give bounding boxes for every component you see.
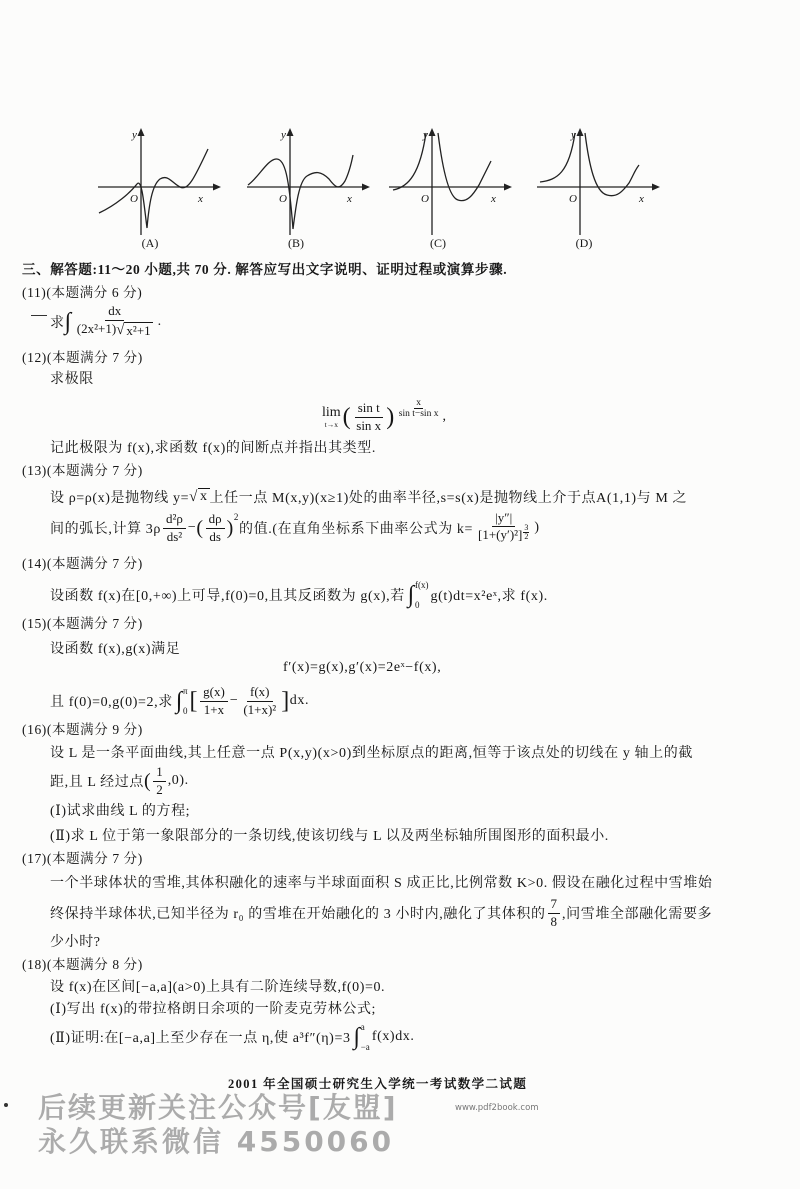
integral-limits bbox=[415, 580, 429, 610]
y-axis-arrow bbox=[287, 128, 294, 136]
x-axis-arrow bbox=[213, 184, 221, 191]
radicand: x²+1 bbox=[126, 323, 151, 339]
integral-sign: ∫ bbox=[64, 309, 72, 335]
exponent-numerator: 3 bbox=[524, 523, 529, 533]
numerator: g(x) bbox=[200, 685, 228, 702]
x-axis-arrow bbox=[504, 184, 512, 191]
denominator: (1+x)² bbox=[243, 701, 277, 717]
text: dx. bbox=[289, 693, 310, 708]
watermark-url: www.pdf2book.com bbox=[455, 1103, 539, 1113]
lim-text: lim bbox=[322, 405, 341, 420]
origin-label: O bbox=[130, 193, 138, 205]
left-paren: ( bbox=[143, 770, 152, 792]
numerator: 1 bbox=[153, 765, 166, 782]
x-axis-label: x bbox=[491, 193, 496, 205]
origin-label: O bbox=[569, 193, 577, 205]
numerator: dρ bbox=[206, 512, 225, 529]
scan-dot bbox=[4, 1103, 8, 1107]
numerator: d²ρ bbox=[163, 512, 186, 529]
problem-17-line2 bbox=[50, 896, 712, 930]
problem-18-part2 bbox=[50, 1021, 415, 1053]
numerator: |y″| bbox=[492, 511, 515, 528]
problem-11-formula bbox=[50, 305, 162, 339]
denominator-factor: (2x²+1) bbox=[76, 321, 117, 337]
radical-sign: √ bbox=[116, 322, 125, 339]
radicand: x bbox=[199, 489, 208, 505]
exponent-denominator: sin t−sin x bbox=[398, 409, 439, 420]
left-bracket: [ bbox=[189, 688, 199, 714]
integral-sign: ∫ bbox=[353, 1024, 361, 1050]
exponent-fraction bbox=[523, 524, 529, 541]
fraction-second-derivative bbox=[163, 512, 186, 545]
curve bbox=[248, 155, 353, 229]
problem-17-line1: 一个半球体状的雪堆,其体积融化的速率与半球面面积 S 成正比,比例常数 K>0. 假设在融化过程中雪堆始 bbox=[50, 876, 713, 891]
problem-18-part1: (Ⅰ)写出 f(x)的带拉格朗日余项的一阶麦克劳林公式; bbox=[50, 1002, 377, 1017]
text: ,0). bbox=[167, 773, 189, 788]
x-axis-label: x bbox=[639, 193, 644, 205]
problem-18-heading: (18)(本题满分 8 分) bbox=[22, 957, 143, 972]
text: (Ⅱ)证明:在[−a,a]上至少存在一点 η,使 a³f″(η)=3 bbox=[50, 1031, 351, 1046]
problem-16-line2 bbox=[50, 765, 189, 797]
graph-label: (A) bbox=[141, 236, 159, 250]
watermark-line1: 后续更新关注公众号[友盟] bbox=[38, 1091, 398, 1124]
problem-13-line2 bbox=[50, 510, 540, 546]
problem-16-part2: (Ⅱ)求 L 位于第一象限部分的一条切线,使该切线与 L 以及两坐标轴所围图形的面积最小. bbox=[50, 829, 609, 844]
graph-label: (B) bbox=[288, 236, 304, 250]
y-axis-label: y bbox=[571, 129, 576, 141]
curve bbox=[393, 133, 491, 201]
fraction-f bbox=[240, 685, 279, 718]
numerator: sin t bbox=[355, 401, 383, 418]
text: 终保持半球体状,已知半径为 r₀ 的雪堆在开始融化的 3 小时内,融化了其体积的 bbox=[50, 907, 546, 922]
denominator: ds² bbox=[166, 528, 183, 544]
problem-12-heading: (12)(本题满分 7 分) bbox=[22, 350, 143, 365]
y-axis-label: y bbox=[281, 129, 286, 141]
page-footer: 2001 年全国硕士研究生入学统一考试数学二试题 bbox=[228, 1077, 528, 1091]
fraction-first-derivative bbox=[206, 512, 225, 545]
left-paren: ( bbox=[342, 404, 352, 430]
y-axis-arrow bbox=[577, 128, 584, 136]
right-bracket: ] bbox=[281, 688, 290, 714]
suffix: , bbox=[442, 409, 447, 424]
origin-label: O bbox=[421, 193, 429, 205]
denominator: 8 bbox=[550, 913, 558, 929]
y-axis-arrow bbox=[138, 128, 145, 136]
denominator: 1+x bbox=[203, 701, 225, 717]
origin-label: O bbox=[279, 193, 287, 205]
integral-limits bbox=[183, 686, 188, 716]
problem-13-line1 bbox=[50, 488, 687, 506]
suffix: . bbox=[157, 314, 162, 329]
x-axis-arrow bbox=[652, 184, 660, 191]
exponent-numerator: x bbox=[416, 398, 421, 408]
text: 的值.(在直角坐标系下曲率公式为 k= bbox=[239, 522, 473, 537]
problem-12-line3: 记此极限为 f(x),求函数 f(x)的间断点并指出其类型. bbox=[50, 441, 376, 456]
fraction-half bbox=[153, 765, 166, 798]
lim-subscript: t→x bbox=[324, 420, 338, 429]
problem-13-heading: (13)(本题满分 7 分) bbox=[22, 463, 143, 478]
text: 上任一点 M(x,y)(x≥1)处的曲率半径,s=s(x)是抛物线上介于点A(1,1)与 M 之 bbox=[209, 491, 688, 506]
right-paren: ) bbox=[226, 517, 234, 539]
denominator-base: [1+(y′)²] bbox=[478, 527, 523, 543]
upper-limit: a bbox=[360, 1022, 365, 1032]
fraction bbox=[353, 401, 384, 434]
integral-sign: ∫ bbox=[407, 582, 415, 608]
curve bbox=[99, 149, 208, 228]
graph-c bbox=[387, 125, 517, 253]
numerator: dx bbox=[105, 304, 124, 321]
scan-mark bbox=[31, 315, 47, 316]
problem-18-line1: 设 f(x)在区间[−a,a](a>0)上具有二阶连续导数,f(0)=0. bbox=[50, 980, 386, 995]
lower-limit: −a bbox=[360, 1042, 370, 1052]
text: 且 f(0)=0,g(0)=2,求 bbox=[50, 695, 173, 710]
text: ,问雪堆全部融化需要多 bbox=[562, 907, 713, 922]
problem-15-heading: (15)(本题满分 7 分) bbox=[22, 616, 143, 631]
graph-a bbox=[96, 125, 226, 253]
denominator: 2 bbox=[156, 781, 163, 797]
definite-integral bbox=[354, 1022, 370, 1052]
denominator: ds bbox=[209, 528, 221, 544]
minus: − bbox=[229, 693, 239, 708]
problem-14-heading: (14)(本题满分 7 分) bbox=[22, 556, 143, 571]
denominator bbox=[475, 523, 532, 545]
text: 间的弧长,计算 3ρ bbox=[50, 522, 161, 537]
left-paren: ( bbox=[196, 517, 204, 539]
text: 距,且 L 经过点 bbox=[50, 775, 144, 790]
lower-limit: 0 bbox=[183, 706, 188, 716]
definite-integral bbox=[176, 686, 188, 716]
problem-17-line3: 少小时? bbox=[50, 935, 101, 950]
y-axis-label: y bbox=[132, 129, 137, 141]
text: 设函数 f(x)在[0,+∞)上可导,f(0)=0,且其反函数为 g(x),若 bbox=[50, 589, 405, 604]
text: g(t)dt=x²eˣ,求 f(x). bbox=[430, 589, 548, 604]
watermark-line2: 永久联系微信 4550060 bbox=[38, 1125, 395, 1158]
graph-b bbox=[245, 125, 375, 253]
text: f(x)dx. bbox=[371, 1029, 415, 1044]
curve bbox=[540, 133, 639, 196]
problem-17-heading: (17)(本题满分 7 分) bbox=[22, 851, 143, 866]
problem-15-equation: f′(x)=g(x),g′(x)=2eˣ−f(x), bbox=[283, 660, 442, 675]
definite-integral bbox=[408, 580, 429, 610]
exponent-fraction bbox=[397, 398, 441, 420]
x-axis-label: x bbox=[198, 193, 203, 205]
fraction-g bbox=[200, 685, 228, 718]
problem-16-line1: 设 L 是一条平面曲线,其上任意一点 P(x,y)(x>0)到坐标原点的距离,恒等于该点处的切线在 y 轴上的截 bbox=[50, 746, 693, 761]
limit-operator bbox=[322, 405, 341, 429]
right-paren: ) bbox=[386, 404, 395, 430]
lower-limit: 0 bbox=[414, 600, 420, 610]
text: 设 ρ=ρ(x)是抛物线 y= bbox=[50, 491, 190, 506]
denominator bbox=[74, 321, 156, 339]
graph-d bbox=[535, 125, 665, 253]
upper-limit: f(x) bbox=[414, 580, 429, 590]
fraction bbox=[74, 304, 156, 339]
graph-label: (D) bbox=[575, 236, 593, 250]
curvature-fraction bbox=[475, 511, 532, 546]
problem-12-line1: 求极限 bbox=[50, 372, 94, 387]
fraction-seven-eighths bbox=[548, 897, 561, 930]
minus: − bbox=[187, 520, 197, 535]
limit-formula bbox=[322, 397, 447, 437]
y-axis-arrow bbox=[429, 128, 436, 136]
integral-sign: ∫ bbox=[175, 688, 183, 714]
radical-sign: √ bbox=[189, 488, 198, 505]
problem-14-line bbox=[50, 579, 548, 611]
problem-16-heading: (16)(本题满分 9 分) bbox=[22, 722, 143, 737]
numerator: f(x) bbox=[247, 685, 273, 702]
section-header: 三、解答题:11～20 小题,共 70 分. 解答应写出文字说明、证明过程或演算步骤. bbox=[22, 262, 508, 277]
y-axis-label: y bbox=[423, 129, 428, 141]
prefix: 求 bbox=[50, 316, 65, 331]
problem-16-part1: (Ⅰ)试求曲线 L 的方程; bbox=[50, 804, 191, 819]
graph-label: (C) bbox=[430, 236, 446, 250]
exponent-denominator: 2 bbox=[524, 532, 529, 542]
problem-15-line3 bbox=[50, 685, 309, 717]
numerator: 7 bbox=[548, 897, 561, 914]
integral-limits bbox=[361, 1022, 370, 1052]
x-axis-arrow bbox=[362, 184, 370, 191]
problem-11-heading: (11)(本题满分 6 分) bbox=[22, 285, 143, 300]
problem-15-line1: 设函数 f(x),g(x)满足 bbox=[50, 642, 181, 657]
text: ) bbox=[534, 520, 540, 535]
denominator: sin x bbox=[356, 417, 382, 433]
square-exponent: 2 bbox=[233, 512, 240, 522]
upper-limit: π bbox=[183, 686, 188, 696]
x-axis-label: x bbox=[347, 193, 352, 205]
